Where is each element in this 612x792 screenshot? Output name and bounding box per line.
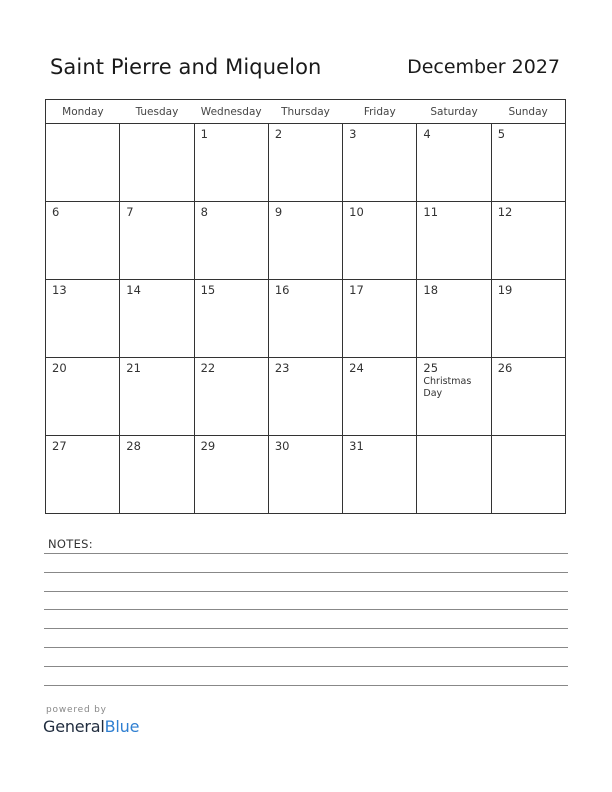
- day-number: 4: [423, 127, 431, 141]
- day-cell: [194, 280, 268, 358]
- day-cell: [268, 358, 342, 436]
- day-number: 27: [52, 439, 67, 453]
- calendar-week-row: [46, 358, 566, 436]
- notes-line: [44, 553, 568, 554]
- weekday-header-saturday: Saturday: [417, 100, 491, 124]
- day-cell: [194, 202, 268, 280]
- empty-day-cell: [120, 124, 194, 202]
- day-cell: [120, 280, 194, 358]
- calendar-weeks: [46, 124, 566, 514]
- day-cell: [417, 124, 491, 202]
- calendar-week-row: [46, 436, 566, 514]
- day-number: 30: [274, 439, 290, 453]
- day-cell: [268, 436, 342, 514]
- day-number: 6: [52, 205, 60, 219]
- day-cell: [46, 280, 120, 358]
- day-number: 21: [126, 361, 141, 375]
- day-cell: [46, 436, 120, 514]
- day-cell: [343, 202, 417, 280]
- notes-line: [44, 591, 568, 592]
- day-cell: [417, 358, 491, 436]
- day-number: 1: [200, 127, 208, 141]
- day-number: 7: [126, 205, 134, 219]
- calendar-week-row: [46, 124, 566, 202]
- notes-line: [44, 628, 568, 629]
- day-number: 3: [349, 127, 357, 141]
- weekday-header-thursday: Thursday: [268, 100, 342, 124]
- day-cell: [194, 358, 268, 436]
- day-number: 29: [200, 439, 216, 453]
- empty-day-cell: [491, 436, 565, 514]
- holiday-label: Christmas Day: [423, 376, 472, 399]
- day-number: 18: [423, 283, 439, 297]
- day-number: 16: [274, 283, 290, 297]
- weekday-header-sunday: Sunday: [491, 100, 565, 124]
- notes-line: [44, 647, 568, 648]
- calendar-week-row: [46, 280, 566, 358]
- day-cell: [120, 436, 194, 514]
- day-cell: [343, 280, 417, 358]
- empty-day-cell: [46, 124, 120, 202]
- notes-line: [44, 685, 568, 686]
- day-number: 19: [497, 283, 513, 297]
- day-number: 31: [349, 439, 364, 453]
- day-number: 24: [349, 361, 364, 375]
- logo-general-text: General: [43, 717, 105, 736]
- notes-line: [44, 572, 568, 573]
- day-number: 26: [497, 361, 513, 375]
- day-cell: [491, 124, 565, 202]
- day-cell: [491, 280, 565, 358]
- day-number: 15: [200, 283, 216, 297]
- day-cell: [491, 358, 565, 436]
- day-number: 5: [497, 127, 506, 141]
- day-number: 11: [423, 205, 439, 219]
- day-number: 9: [274, 205, 283, 219]
- weekday-header-monday: Monday: [46, 100, 120, 124]
- day-cell: [194, 436, 268, 514]
- day-number: 13: [52, 283, 67, 297]
- day-number: 25: [423, 361, 439, 375]
- day-number: 14: [126, 283, 141, 297]
- notes-label: NOTES:: [48, 537, 93, 551]
- day-cell: [491, 202, 565, 280]
- notes-line: [44, 666, 568, 667]
- day-cell: [120, 202, 194, 280]
- day-cell: [417, 202, 491, 280]
- empty-day-cell: [417, 436, 491, 514]
- day-cell: [417, 280, 491, 358]
- weekday-header-wednesday: Wednesday: [194, 100, 268, 124]
- weekday-header-tuesday: Tuesday: [120, 100, 194, 124]
- day-number: 10: [349, 205, 364, 219]
- day-number: 22: [200, 361, 216, 375]
- day-number: 12: [497, 205, 513, 219]
- calendar-week-row: [46, 202, 566, 280]
- day-cell: [268, 124, 342, 202]
- day-cell: [194, 124, 268, 202]
- day-cell: [46, 202, 120, 280]
- day-number: 2: [274, 127, 283, 141]
- day-number: 8: [200, 205, 208, 219]
- powered-by-text: powered by: [46, 705, 107, 715]
- weekday-header-row: [46, 100, 566, 124]
- day-cell: [268, 280, 342, 358]
- day-cell: [343, 124, 417, 202]
- month-calendar-grid: [45, 99, 566, 514]
- day-cell: [46, 358, 120, 436]
- calendar-month-year: December 2027: [407, 56, 560, 78]
- day-cell: [120, 358, 194, 436]
- day-cell: [343, 436, 417, 514]
- logo-blue-text: Blue: [104, 717, 140, 736]
- day-number: 23: [274, 361, 290, 375]
- day-number: 20: [52, 361, 67, 375]
- generalblue-logo: [43, 717, 139, 736]
- calendar-country-title: Saint Pierre and Miquelon: [50, 55, 322, 79]
- day-cell: [268, 202, 342, 280]
- notes-line: [44, 609, 568, 610]
- day-number: 28: [126, 439, 141, 453]
- day-number: 17: [349, 283, 364, 297]
- day-cell: [343, 358, 417, 436]
- weekday-header-friday: Friday: [343, 100, 417, 124]
